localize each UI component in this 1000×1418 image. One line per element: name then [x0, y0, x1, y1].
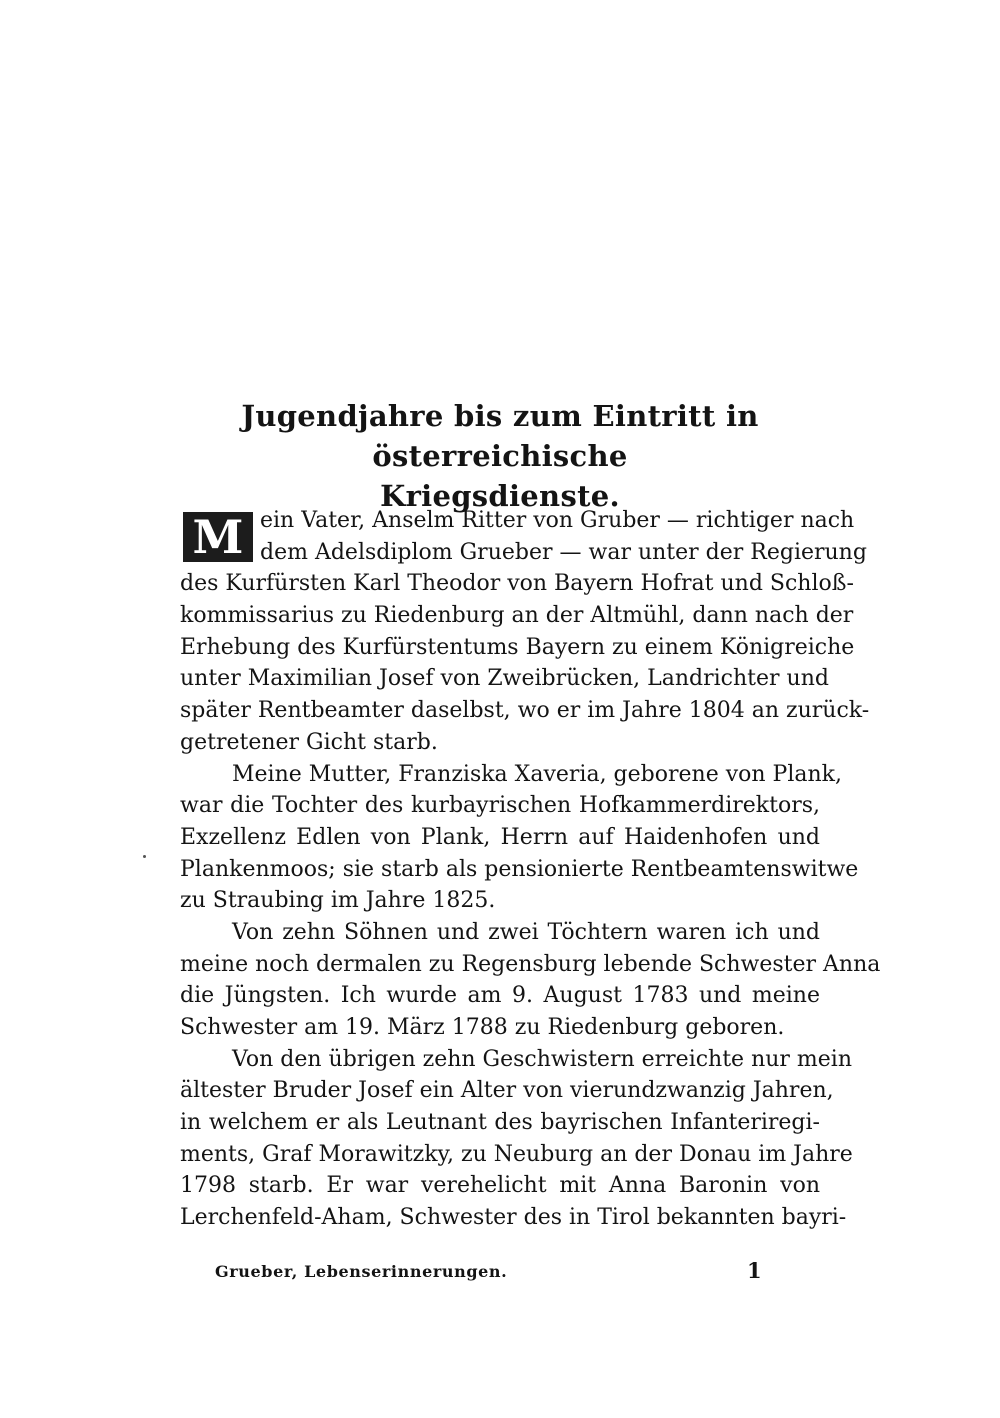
text-line: des Kurfürsten Karl Theodor von Bayern Hofrat und Schloß- — [180, 571, 854, 597]
text-line: dem Adelsdiplom Grueber — war unter der Regierung — [260, 539, 867, 565]
text-line: Von zehn Söhnen und zwei Töchtern waren ich und — [232, 919, 820, 945]
running-footer-title: Grueber, Lebenserinnerungen. — [215, 1262, 508, 1281]
text-line: ältester Bruder Josef ein Alter von vierundzwanzig Jahren, — [180, 1078, 834, 1104]
text-line: Lerchenfeld-Aham, Schwester des in Tirol bekannten bayri- — [180, 1205, 847, 1231]
text-line: unter Maximilian Josef von Zweibrücken, Landrichter und — [180, 666, 829, 692]
drop-cap-initial: M — [180, 509, 256, 565]
text-line: die Jüngsten. Ich wurde am 9. August 1783 und meine — [180, 983, 820, 1009]
text-line: Meine Mutter, Franziska Xaveria, geborene von Plank, — [232, 761, 842, 787]
text-line: war die Tochter des kurbayrischen Hofkammerdirektors, — [180, 793, 820, 819]
text-line: zu Straubing im Jahre 1825. — [180, 888, 496, 914]
text-line: 1798 starb. Er war verehelicht mit Anna Baronin von — [180, 1173, 820, 1199]
text-line: später Rentbeamter daselbst, wo er im Jahre 1804 an zurück- — [180, 698, 870, 724]
text-line: Von den übrigen zehn Geschwistern erreichte nur mein — [232, 1046, 853, 1072]
text-line: Exzellenz Edlen von Plank, Herrn auf Haidenhofen und — [180, 824, 820, 850]
body-text — [180, 505, 881, 1234]
text-line: Erhebung des Kurfürstentums Bayern zu einem Königreiche — [180, 634, 855, 660]
page-number: 1 — [747, 1258, 762, 1283]
text-line: getretener Gicht starb. — [180, 729, 438, 755]
text-line: ein Vater, Anselm Ritter von Gruber — richtiger nach — [260, 508, 855, 533]
text-line: Plankenmoos; sie starb als pensionierte Rentbeamtenswitwe — [180, 856, 859, 882]
text-line: Schwester am 19. März 1788 zu Riedenburg geboren. — [180, 1015, 785, 1040]
text-line: in welchem er als Leutnant des bayrischen Infanteriregi- — [180, 1110, 820, 1136]
paper-speck — [143, 855, 146, 858]
text-line: meine noch dermalen zu Regensburg lebende Schwester Anna — [180, 951, 881, 977]
text-line: kommissarius zu Riedenburg an der Altmühl, dann nach der — [180, 603, 854, 629]
chapter-title-line-1: Jugendjahre bis zum Eintritt in österreichische — [241, 399, 759, 473]
chapter-title — [200, 396, 800, 516]
chapter-title-line-2: Kriegsdienste. — [380, 479, 620, 513]
text-line: ments, Graf Morawitzky, zu Neuburg an der Donau im Jahre — [180, 1141, 853, 1167]
